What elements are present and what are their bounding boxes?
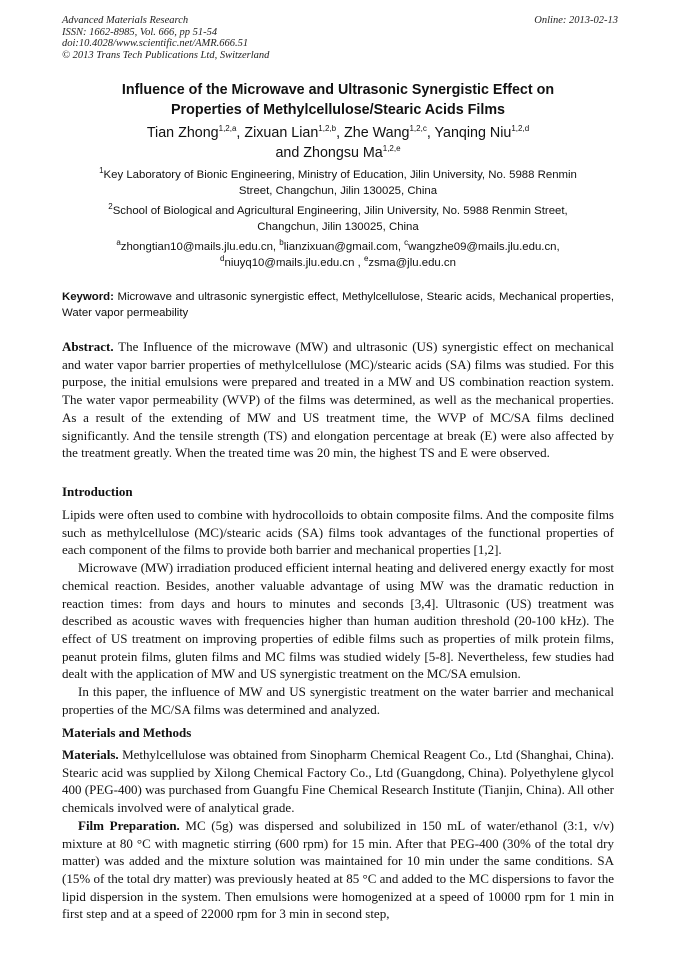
section-heading-introduction: Introduction [62, 484, 133, 499]
abstract [62, 338, 614, 462]
author-affiliation-mark: 1,2,c [409, 124, 427, 134]
subsection-label: Film Preparation. [78, 817, 180, 833]
keywords-label: Keyword: [62, 291, 114, 303]
email-link[interactable]: zsma@jlu.edu.cn [368, 257, 456, 269]
paper-title [62, 80, 614, 120]
email-mark: b [279, 238, 284, 248]
paragraph-text: Methylcellulose was obtained from Sinopharm Chemical Reagent Co., Ltd (Shanghai, China). Stearic acid was supplied by Xilong Chemical Factory Co., Ltd (Guangdong, China). Polyethylene glycol 400 (PEG-400) was purchased from Guangfu Fine Chemical Research Institute (Tianjin, China). All other chemicals involved were of analytical grade. [62, 747, 614, 816]
author-emails [62, 239, 614, 271]
affiliation-mark: 1 [99, 166, 104, 176]
affiliation-text: School of Biological and Agricultural Engineering, Jilin University, No. 5988 Renmin Street, [112, 205, 568, 217]
affiliation-text: Street, Changchun, Jilin 130025, China [238, 185, 438, 197]
introduction-section [62, 506, 614, 718]
email-mark: a [116, 238, 121, 248]
affiliation-text: Changchun, Jilin 130025, China [257, 221, 419, 233]
author-name: Zixuan Lian [244, 125, 319, 141]
author-name: Zhe Wang [344, 125, 410, 141]
email-link[interactable]: lianzixuan@gmail.com, [283, 241, 405, 253]
keywords [62, 289, 614, 321]
paragraph: Lipids were often used to combine with hydrocolloids to obtain composite films. And the composite films such as methylcellulose (MC)/stearic acids (SA) films took advantages of the functional properties of each component of the films to provide both barrier and mechanical properties [1,2]. [62, 507, 614, 558]
email-link[interactable]: zhongtian10@mails.jlu.edu.cn, [120, 241, 280, 253]
copyright: © 2013 Trans Tech Publications Ltd, Switzerland [62, 49, 270, 61]
email-link[interactable]: niuyq10@mails.jlu.edu.cn , [224, 257, 364, 269]
affiliation-2 [62, 203, 614, 235]
email-mark: d [220, 254, 225, 264]
paragraph-text: MC (5g) was dispersed and solubilized in 150 mL of water/ethanol (3:1, v/v) mixture at 80 °C with magnetic stirring (600 rpm) for 15 min. After that PEG-400 (30% of the total dry matter) was added and the mixture solution was maintained for 10 min under the same conditions. SA (15% of the total dry matter) was previously heated at 85 °C and added to the MC dispersions to favor the lipid dispersion in the system. Then emulsions were homogenized at a speed of 10000 rpm for 1 min in first step and at a speed of 22000 rpm for 3 min in second step, [62, 817, 614, 922]
email-link[interactable]: wangzhe09@mails.jlu.edu.cn, [408, 241, 560, 253]
authors-line-1: Tian Zhong$^{1,2,a}$, Zixuan Lian$^{1,2,b}$, Zhe Wang$^{1,2,c}$, Yanqing Niu$^{1,2,d}$ [146, 124, 530, 141]
affiliation-text: Key Laboratory of Bionic Engineering, Ministry of Education, Jilin University, No. 5988 Renmin [103, 169, 577, 181]
author-affiliation-mark: 1,2,a [218, 124, 237, 134]
author-affiliation-mark: 1,2,d [511, 124, 530, 134]
paragraph: In this paper, the influence of MW and US synergistic treatment on the water barrier and mechanical properties of the MC/SA films was determined and analyzed. [62, 684, 614, 717]
journal-name: Advanced Materials Research [62, 15, 189, 26]
paragraph [62, 817, 614, 923]
paragraph: Microwave (MW) irradiation produced efficient internal heating and delivered energy exactly for most chemical reaction. Besides, another valuable advantage of using MW was the dramatic reduction in reaction times: from days and hours to minutes and seconds [3,4]. Ultrasonic (US) treatment was described as acoustic waves with frequencies higher than human audition threshold (20-100 kHz). The effect of US treatment on improving properties of edible films such as properties of milk protein films, peanut protein films, gluten films and MC films was studied widely [5-8]. Nevertheless, few studies had dealt with the application of MW and US synergistic treatment on the MC/SA emulsion. [62, 560, 614, 682]
abstract-text: The Influence of the microwave (MW) and ultrasonic (US) synergistic effect on mechanical and water vapor barrier properties of methylcellulose (MC)/stearic acids (SA) films was studied. For this purpose, the initial emulsions were prepared and treated in a MW and US combination reaction system. The water vapor permeability (WVP) of the films was determined, as well as the mechanical properties. As a result of the extending of MW and US treatment time, the WVP of MC/SA films declined significantly. And the tensile strength (TS) and elongation percentage at break (E) were also affected by the treatment greatly. When the treated time was 20 min, the highest TS and E were observed. [62, 339, 614, 461]
abstract-label: Abstract. [62, 339, 114, 354]
affiliation-1 [62, 167, 614, 199]
section-heading-methods: Materials and Methods [62, 725, 192, 740]
email-mark: c [404, 238, 409, 248]
author-affiliation-mark: 1,2,b [318, 124, 337, 134]
subsection-label: Materials. [62, 747, 119, 762]
keywords-text: Microwave and ultrasonic synergistic effect, Methylcellulose, Stearic acids, Mechanical properties, Water vapor permeability [62, 291, 614, 319]
affiliation-mark: 2 [108, 202, 113, 212]
author-name: and Zhongsu Ma [275, 145, 383, 161]
email-mark: e [363, 254, 369, 264]
author-name: Yanqing Niu [434, 125, 512, 141]
online-date: Online: 2013-02-13 [534, 15, 618, 26]
methods-section [62, 746, 614, 923]
author-list [62, 123, 614, 163]
author-name: Tian Zhong [146, 125, 219, 141]
authors-line-2 [62, 143, 614, 163]
paragraph [62, 746, 614, 817]
journal-header [62, 15, 618, 61]
title-line-1: Influence of the Microwave and Ultrasonic Synergistic Effect on [121, 82, 555, 98]
doi: doi:10.4028/www.scientific.net/AMR.666.51 [62, 38, 249, 49]
title-line-2: Properties of Methylcellulose/Stearic Acids Films [171, 102, 505, 118]
author-affiliation-mark: 1,2,e [382, 144, 401, 154]
issn: ISSN: 1662-8985, Vol. 666, pp 51-54 [62, 26, 218, 38]
